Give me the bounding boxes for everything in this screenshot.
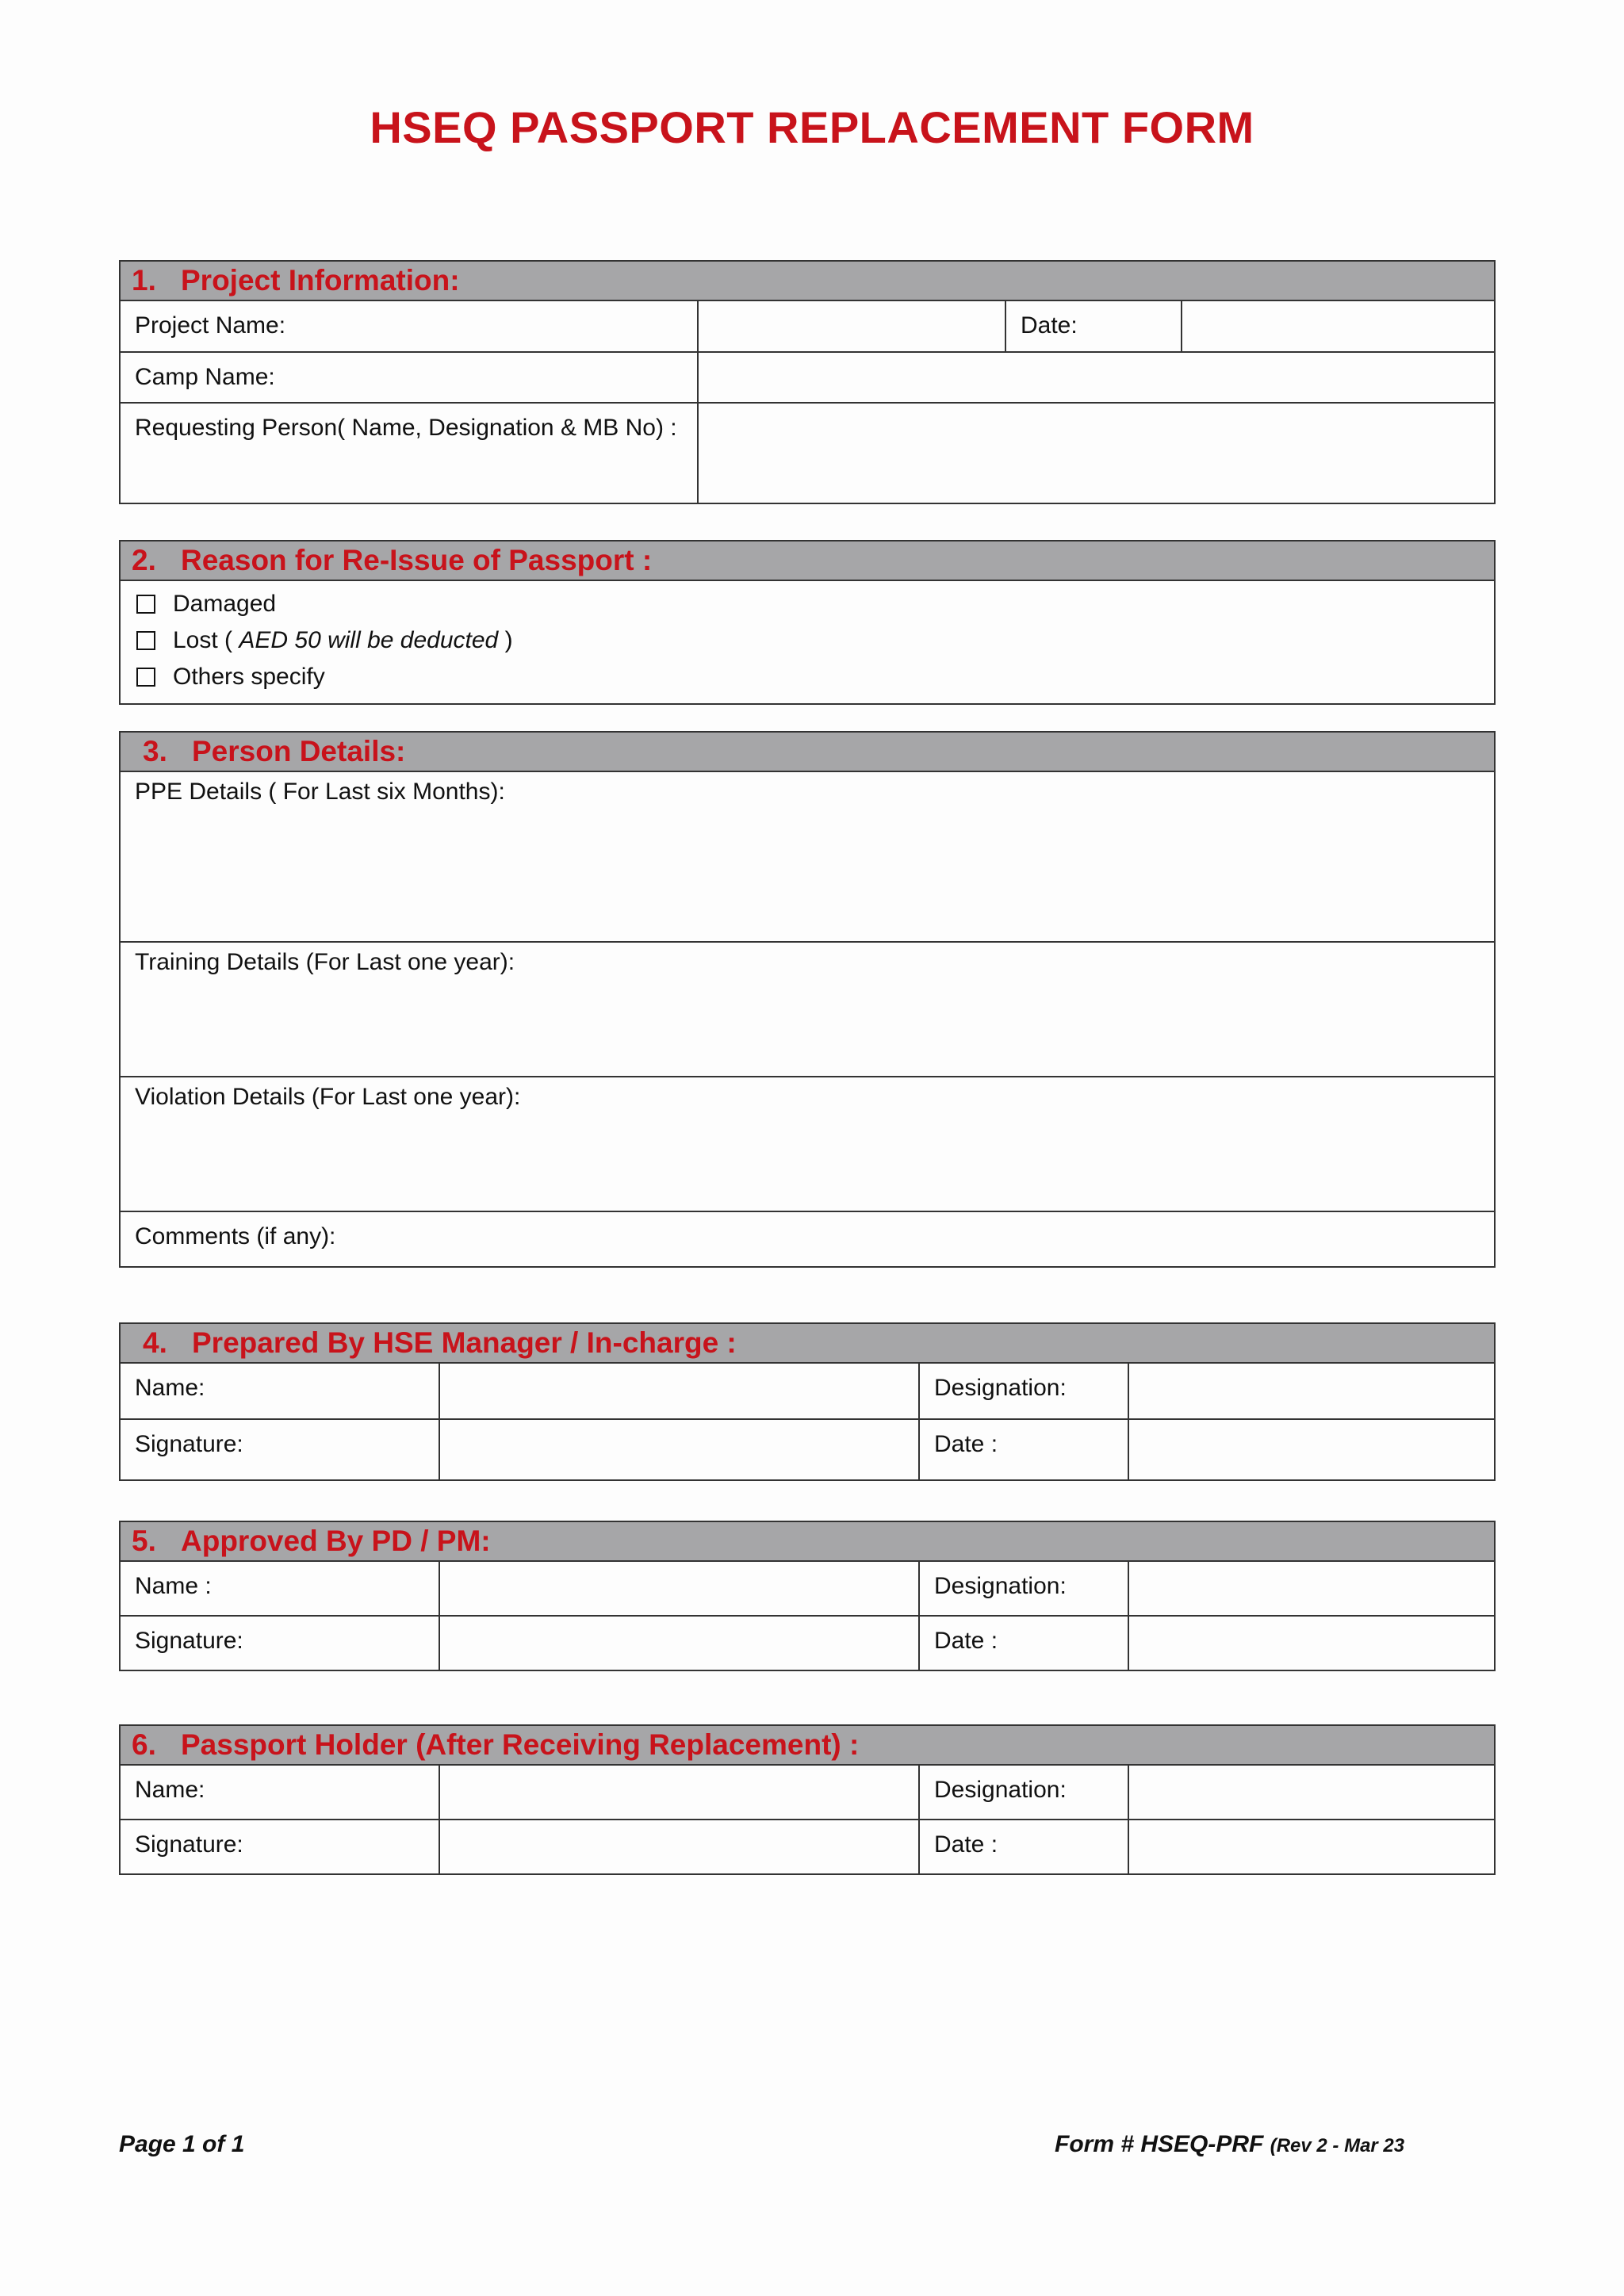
- section-number: 4.: [143, 1326, 167, 1359]
- page-title: HSEQ PASSPORT REPLACEMENT FORM: [370, 102, 1254, 152]
- signature-field[interactable]: [439, 1419, 919, 1479]
- form-number-label: Form # HSEQ-PRF: [1055, 2131, 1264, 2157]
- form-number: [1055, 2131, 1404, 2158]
- date-field[interactable]: [1128, 1419, 1494, 1479]
- section-header: [121, 1522, 1494, 1562]
- section-header: [121, 541, 1494, 581]
- section-title: Reason for Re-Issue of Passport :: [181, 544, 653, 576]
- designation-label: Designation:: [919, 1766, 1128, 1820]
- option-lost[interactable]: [136, 622, 1494, 659]
- camp-name-label: Camp Name:: [121, 352, 698, 403]
- section-person-details: [119, 731, 1496, 1268]
- section-title: Person Details:: [192, 735, 406, 767]
- camp-name-field[interactable]: [698, 352, 1494, 403]
- comments-field[interactable]: [121, 1211, 1494, 1266]
- option-label: Lost (: [173, 627, 233, 653]
- designation-label: Designation:: [919, 1364, 1128, 1419]
- date-label: Date :: [919, 1419, 1128, 1479]
- name-label: Name :: [121, 1562, 439, 1616]
- section-header: [121, 262, 1494, 301]
- checkbox-lost[interactable]: [136, 631, 155, 650]
- section-header: [121, 1726, 1494, 1766]
- section-prepared-by: [119, 1322, 1496, 1481]
- section-title: Passport Holder (After Receiving Replacement) :: [181, 1728, 860, 1761]
- page-number: Page 1 of 1: [119, 2131, 245, 2157]
- lost-note: AED 50 will be deducted: [239, 627, 499, 653]
- comments-label: Comments (if any):: [135, 1223, 336, 1249]
- section-project-information: [119, 260, 1496, 504]
- violation-details-label: Violation Details (For Last one year):: [135, 1084, 521, 1110]
- designation-field[interactable]: [1128, 1364, 1494, 1419]
- section-number: 5.: [132, 1525, 156, 1557]
- option-damaged[interactable]: [136, 586, 1494, 622]
- date-label: Date:: [1005, 301, 1182, 352]
- date-field[interactable]: [1128, 1820, 1494, 1873]
- option-label: Others specify: [173, 664, 325, 690]
- project-info-table: [121, 301, 1494, 503]
- reason-options: [121, 581, 1494, 700]
- section-header: [121, 733, 1494, 772]
- section-number: 6.: [132, 1728, 156, 1761]
- project-name-label: Project Name:: [121, 301, 698, 352]
- section-number: 3.: [143, 735, 167, 767]
- requesting-person-field[interactable]: [698, 403, 1494, 503]
- signature-label: Signature:: [121, 1419, 439, 1479]
- option-label: Damaged: [173, 591, 277, 617]
- section-reason-reissue: [119, 540, 1496, 705]
- signature-label: Signature:: [121, 1820, 439, 1873]
- name-label: Name:: [121, 1364, 439, 1419]
- prepared-by-table: [121, 1364, 1494, 1479]
- training-details-field[interactable]: [121, 941, 1494, 1076]
- checkbox-damaged[interactable]: [136, 595, 155, 614]
- signature-field[interactable]: [439, 1820, 919, 1873]
- checkbox-others[interactable]: [136, 668, 155, 687]
- date-label: Date :: [919, 1820, 1128, 1873]
- training-details-label: Training Details (For Last one year):: [135, 949, 515, 975]
- violation-details-field[interactable]: [121, 1076, 1494, 1211]
- designation-field[interactable]: [1128, 1562, 1494, 1616]
- section-number: 2.: [132, 544, 156, 576]
- date-field[interactable]: [1128, 1616, 1494, 1670]
- section-header: [121, 1324, 1494, 1364]
- lost-close: ): [504, 627, 513, 653]
- section-title: Project Information:: [181, 264, 460, 297]
- form-revision: (Rev 2 - Mar 23: [1270, 2135, 1405, 2156]
- designation-label: Designation:: [919, 1562, 1128, 1616]
- option-others[interactable]: [136, 659, 1494, 695]
- section-approved-by: [119, 1521, 1496, 1671]
- ppe-details-label: PPE Details ( For Last six Months):: [135, 779, 505, 805]
- date-label: Date :: [919, 1616, 1128, 1670]
- section-title: Prepared By HSE Manager / In-charge :: [192, 1326, 737, 1359]
- section-number: 1.: [132, 264, 156, 297]
- name-field[interactable]: [439, 1562, 919, 1616]
- requesting-person-label: Requesting Person( Name, Designation & MB No) :: [121, 403, 698, 503]
- section-title: Approved By PD / PM:: [181, 1525, 491, 1557]
- signature-label: Signature:: [121, 1616, 439, 1670]
- passport-holder-table: [121, 1766, 1494, 1873]
- name-field[interactable]: [439, 1766, 919, 1820]
- name-field[interactable]: [439, 1364, 919, 1419]
- date-field[interactable]: [1182, 301, 1494, 352]
- name-label: Name:: [121, 1766, 439, 1820]
- approved-by-table: [121, 1562, 1494, 1670]
- signature-field[interactable]: [439, 1616, 919, 1670]
- section-passport-holder: [119, 1724, 1496, 1875]
- project-name-field[interactable]: [698, 301, 1005, 352]
- ppe-details-field[interactable]: [121, 772, 1494, 941]
- designation-field[interactable]: [1128, 1766, 1494, 1820]
